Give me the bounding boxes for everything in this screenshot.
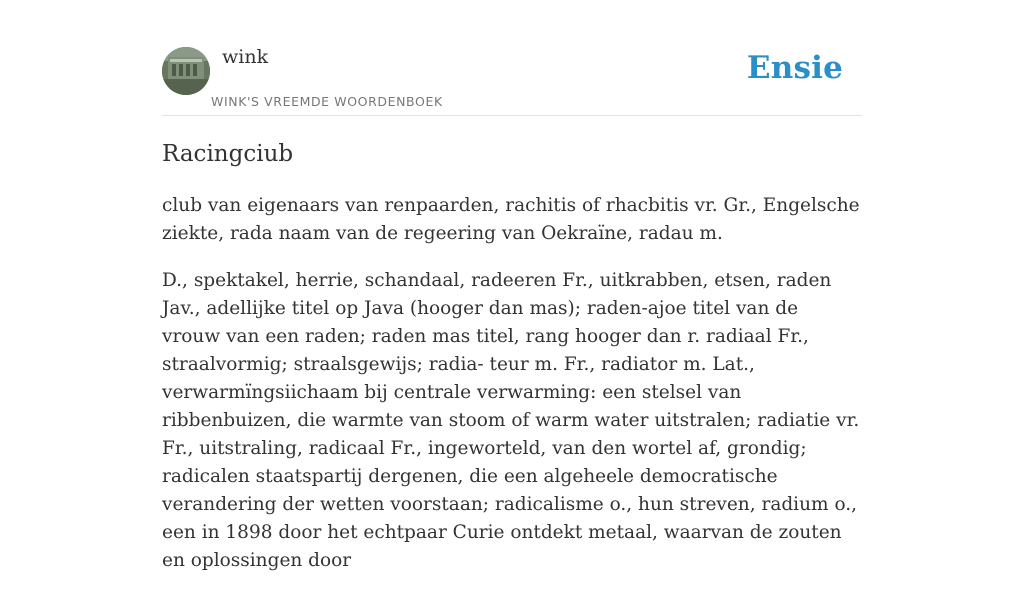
dictionary-name[interactable]: WINK'S VREEMDE WOORDENBOEK (211, 94, 443, 109)
article-body (162, 192, 862, 594)
author-name[interactable]: wink (222, 46, 269, 68)
avatar[interactable] (162, 47, 210, 95)
header (162, 0, 862, 116)
page-title: Racingciub (162, 141, 294, 167)
page-container (162, 0, 862, 571)
ensie-logo[interactable]: Ensie (746, 50, 843, 86)
paragraph: club van eigenaars van renpaarden, rachitis of rhacbitis vr. Gr., Engelsche ziekte, rada naam van de regeering van Oekraïne, radau m. (162, 195, 860, 244)
paragraph: D., spektakel, herrie, schandaal, radeeren Fr., uitkrabben, etsen, raden Jav., adellijke titel op Java (hooger dan mas); raden-ajoe titel van de vrouw van een raden; raden mas titel, rang hooger dan r. radiaal Fr., straalvormig; straalsgewijs; radia- teur m. Fr., radiator m. Lat., verwarmïngsiichaam bij centrale verwarming: een stelsel van ribbenbuizen, die warmte van stoom of warm water uitstralen; radiatie vr. Fr., uitstraling, radicaal Fr., ingeworteld, van den wortel af, grondig; radicalen staatspartij dergenen, die een algeheele democratische verandering der wetten voorstaan; radicalisme o., hun streven, radium o., een in 1898 door het echtpaar Curie ontdekt metaal, waarvan de zouten en oplossingen door (162, 270, 860, 571)
avatar-image (162, 47, 210, 95)
